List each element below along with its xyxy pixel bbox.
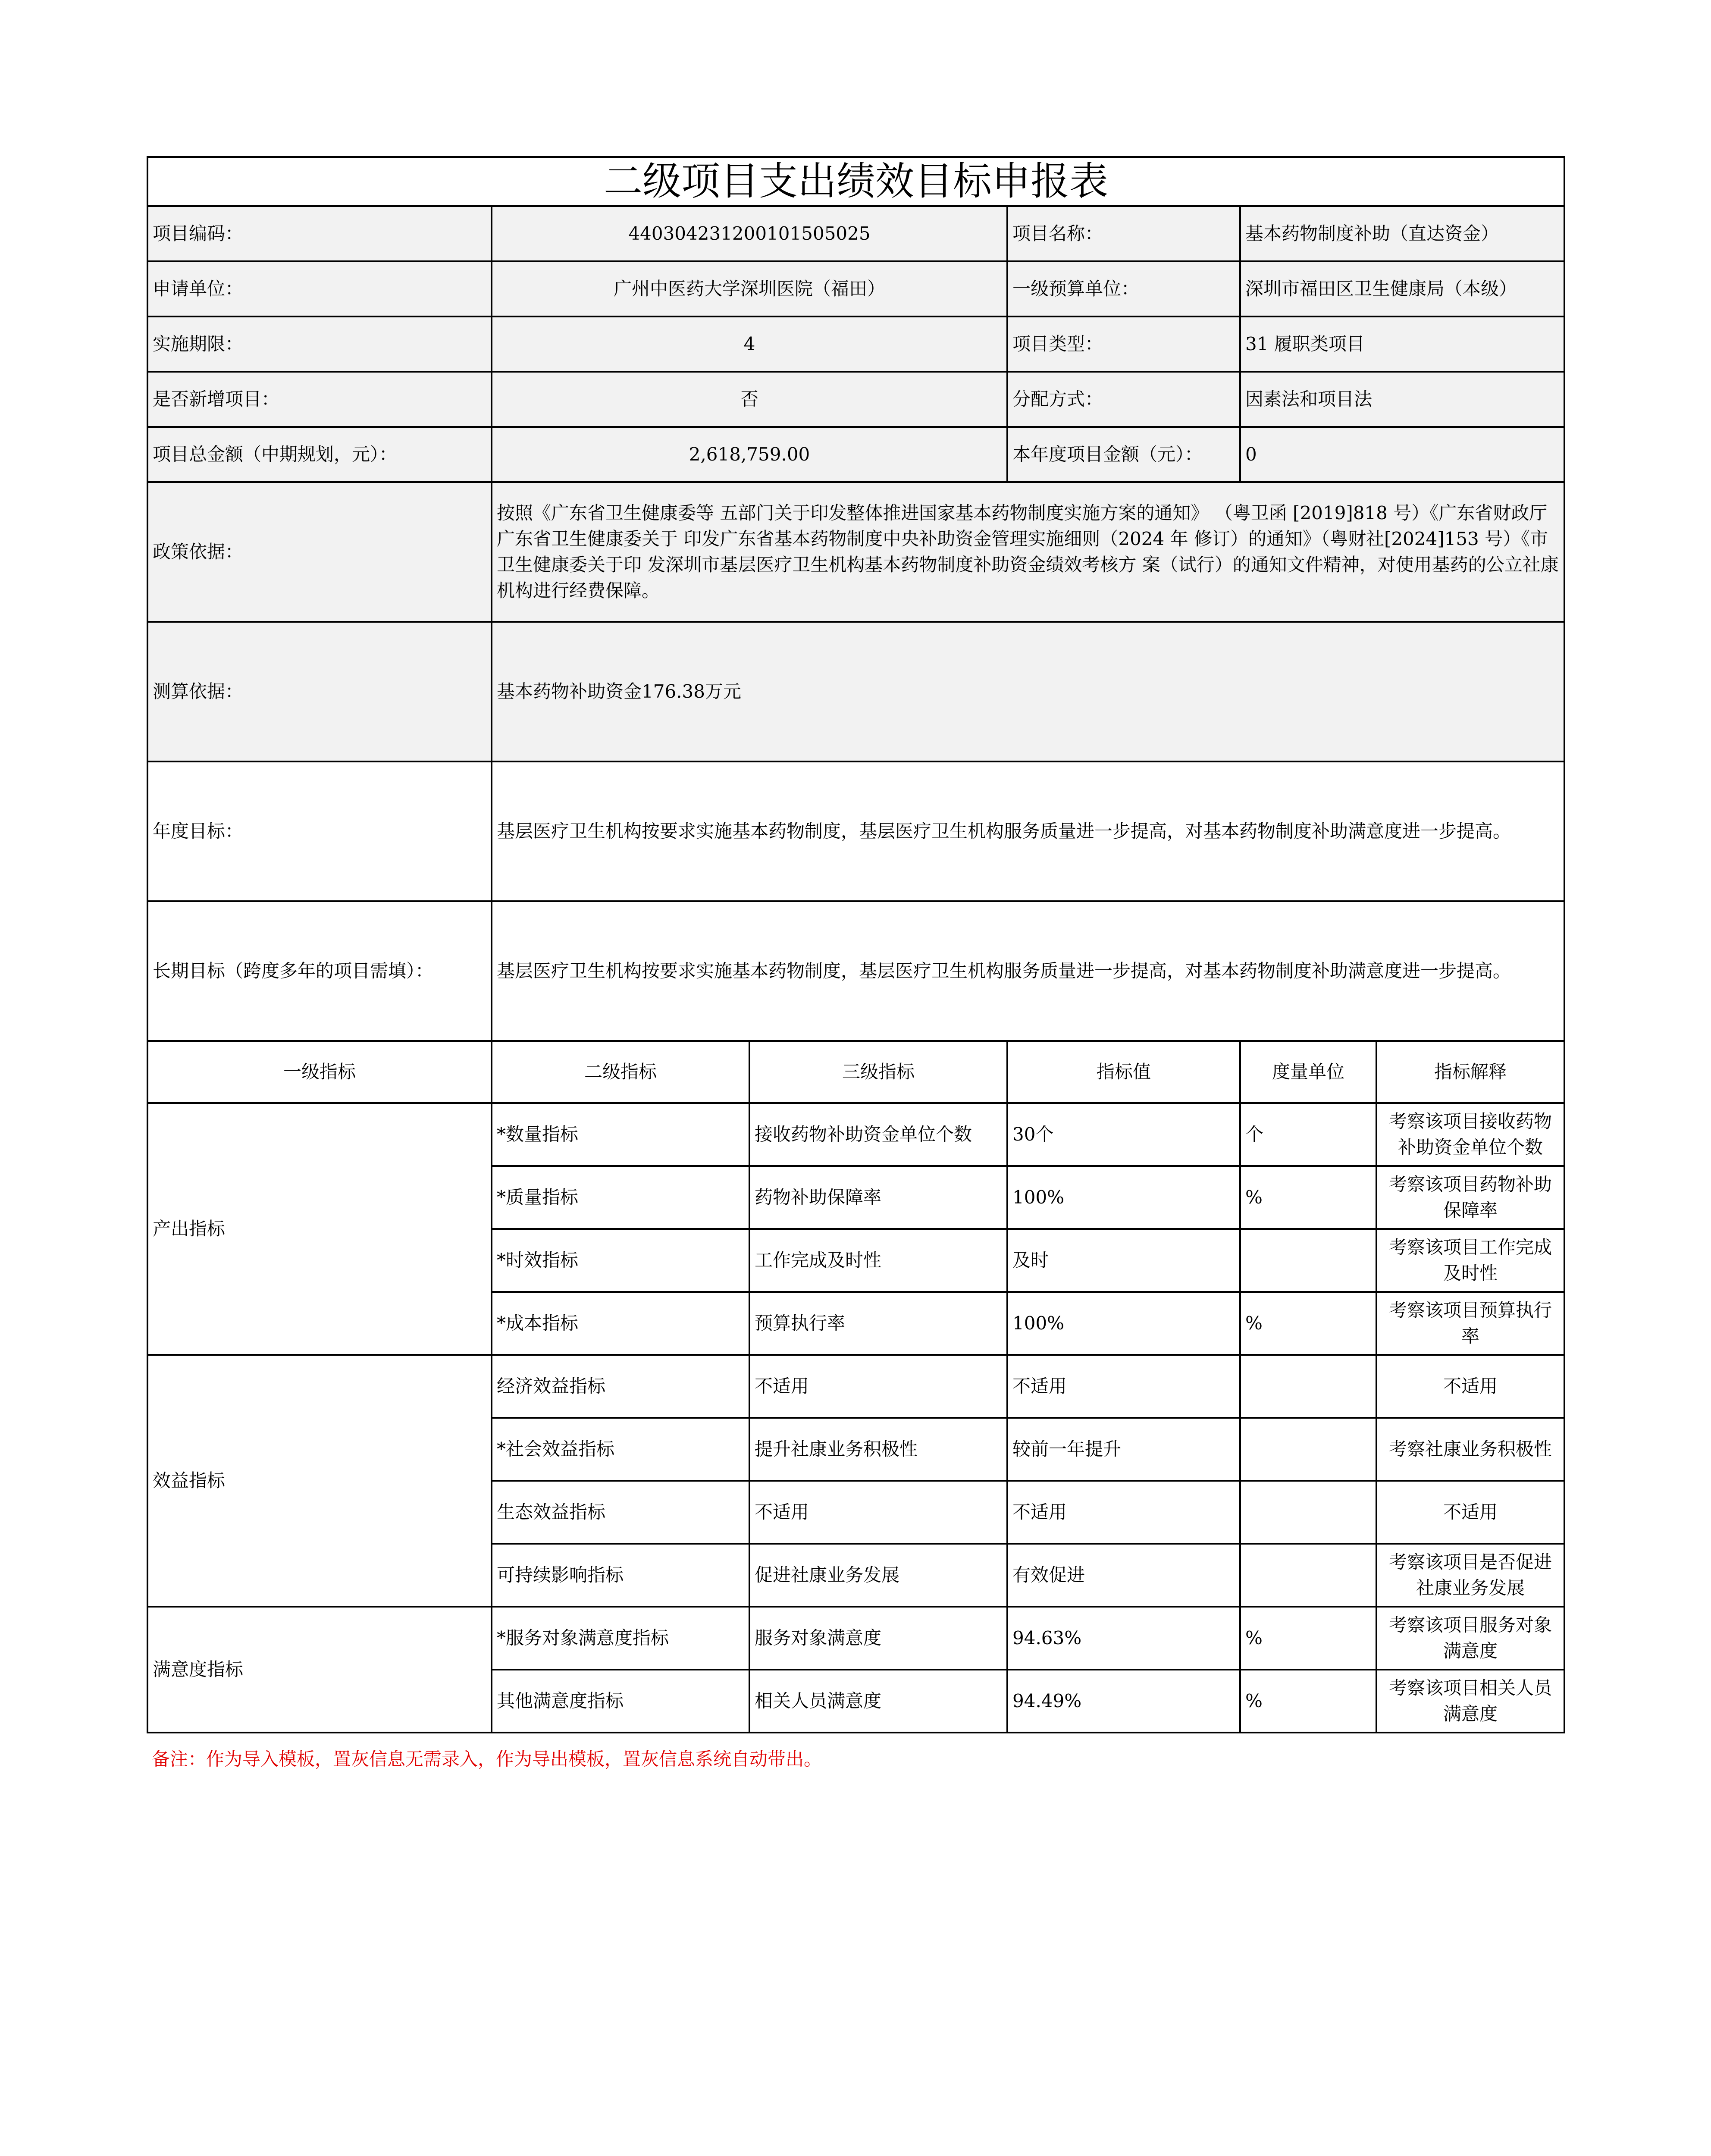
value-cell: 较前一年提升 xyxy=(1007,1418,1240,1481)
annual-goal-text: 基层医疗卫生机构按要求实施基本药物制度，基层医疗卫生机构服务质量进一步提高，对基本药物制度补助满意度进一步提高。 xyxy=(492,761,1564,901)
table-row xyxy=(147,1607,1564,1670)
unit-cell: % xyxy=(1240,1670,1376,1733)
explanation-cell: 考察该项目服务对象满意度 xyxy=(1376,1607,1564,1670)
level2-cell: *质量指标 xyxy=(492,1166,749,1229)
calc-label: 测算依据： xyxy=(147,622,492,761)
level2-cell: *数量指标 xyxy=(492,1103,749,1166)
report-sheet xyxy=(147,156,1564,1772)
level3-cell: 药物补助保障率 xyxy=(749,1166,1007,1229)
explanation-cell: 考察该项目接收药物补助资金单位个数 xyxy=(1376,1103,1564,1166)
level3-cell: 不适用 xyxy=(749,1481,1007,1544)
unit-cell: % xyxy=(1240,1607,1376,1670)
footnote: 备注：作为导入模板，置灰信息无需录入，作为导出模板，置灰信息系统自动带出。 xyxy=(152,1749,822,1770)
allocation-label: 分配方式： xyxy=(1007,372,1240,427)
level3-cell: 工作完成及时性 xyxy=(749,1229,1007,1292)
annual-amount-value: 0 xyxy=(1240,427,1564,482)
long-goal-row xyxy=(147,901,1564,1041)
header-level1: 一级指标 xyxy=(147,1041,492,1103)
info-row xyxy=(147,317,1564,372)
total-amount-value: 2,618,759.00 xyxy=(492,427,1007,482)
value-cell: 有效促进 xyxy=(1007,1544,1240,1607)
policy-text: 按照《广东省卫生健康委等 五部门关于印发整体推进国家基本药物制度实施方案的通知》 （粤卫函 [2019]818 号）《广东省财政厅广东省卫生健康委关于 印发广东省基本药物制度中央补助资金管理实施细则（2024 年 修订）的通知》（粤财社[2024]153 号）《市卫生健康委关于印 发深圳市基层医疗卫生机构基本药物制度补助资金绩效考核方 案（试行）的通知文件精神，对使用基药的公立社康机构进行经费保障。 xyxy=(492,482,1564,622)
level3-cell: 促进社康业务发展 xyxy=(749,1544,1007,1607)
value-cell: 94.63% xyxy=(1007,1607,1240,1670)
explanation-cell: 不适用 xyxy=(1376,1355,1564,1418)
value-cell: 不适用 xyxy=(1007,1481,1240,1544)
level3-cell: 服务对象满意度 xyxy=(749,1607,1007,1670)
unit-cell xyxy=(1240,1229,1376,1292)
annual-goal-label: 年度目标： xyxy=(147,761,492,901)
project-name-value: 基本药物制度补助（直达资金） xyxy=(1240,206,1564,261)
allocation-value: 因素法和项目法 xyxy=(1240,372,1564,427)
total-amount-label: 项目总金额（中期规划，元）： xyxy=(147,427,492,482)
project-name-label: 项目名称： xyxy=(1007,206,1240,261)
explanation-cell: 考察该项目药物补助保障率 xyxy=(1376,1166,1564,1229)
header-level3: 三级指标 xyxy=(749,1041,1007,1103)
calc-text: 基本药物补助资金176.38万元 xyxy=(492,622,1564,761)
page-title: 二级项目支出绩效目标申报表 xyxy=(147,157,1564,206)
applicant-label: 申请单位： xyxy=(147,261,492,317)
level2-cell: *服务对象满意度指标 xyxy=(492,1607,749,1670)
project-code-value: 440304231200101505025 xyxy=(492,206,1007,261)
value-cell: 不适用 xyxy=(1007,1355,1240,1418)
level2-cell: *社会效益指标 xyxy=(492,1418,749,1481)
level3-cell: 相关人员满意度 xyxy=(749,1670,1007,1733)
info-row xyxy=(147,372,1564,427)
group-satisfaction: 满意度指标 xyxy=(147,1607,492,1733)
budget-unit-label: 一级预算单位： xyxy=(1007,261,1240,317)
explanation-cell: 考察该项目相关人员满意度 xyxy=(1376,1670,1564,1733)
group-benefit: 效益指标 xyxy=(147,1355,492,1607)
long-goal-text: 基层医疗卫生机构按要求实施基本药物制度，基层医疗卫生机构服务质量进一步提高，对基本药物制度补助满意度进一步提高。 xyxy=(492,901,1564,1041)
policy-label: 政策依据： xyxy=(147,482,492,622)
calc-row xyxy=(147,622,1564,761)
unit-cell: % xyxy=(1240,1292,1376,1355)
new-project-value: 否 xyxy=(492,372,1007,427)
explanation-cell: 考察该项目工作完成及时性 xyxy=(1376,1229,1564,1292)
group-output: 产出指标 xyxy=(147,1103,492,1355)
project-type-value: 31 履职类项目 xyxy=(1240,317,1564,372)
applicant-value: 广州中医药大学深圳医院（福田） xyxy=(492,261,1007,317)
table-row xyxy=(147,1103,1564,1166)
level2-cell: 其他满意度指标 xyxy=(492,1670,749,1733)
level3-cell: 接收药物补助资金单位个数 xyxy=(749,1103,1007,1166)
project-type-label: 项目类型： xyxy=(1007,317,1240,372)
policy-row xyxy=(147,482,1564,622)
level2-cell: 生态效益指标 xyxy=(492,1481,749,1544)
report-table xyxy=(147,156,1565,1733)
value-cell: 100% xyxy=(1007,1292,1240,1355)
unit-cell: % xyxy=(1240,1166,1376,1229)
header-unit: 度量单位 xyxy=(1240,1041,1376,1103)
value-cell: 30个 xyxy=(1007,1103,1240,1166)
level2-cell: *时效指标 xyxy=(492,1229,749,1292)
level3-cell: 预算执行率 xyxy=(749,1292,1007,1355)
header-explanation: 指标解释 xyxy=(1376,1041,1564,1103)
long-goal-label: 长期目标（跨度多年的项目需填）： xyxy=(147,901,492,1041)
explanation-cell: 考察社康业务积极性 xyxy=(1376,1418,1564,1481)
annual-goal-row xyxy=(147,761,1564,901)
period-value: 4 xyxy=(492,317,1007,372)
info-row xyxy=(147,427,1564,482)
value-cell: 94.49% xyxy=(1007,1670,1240,1733)
unit-cell: 个 xyxy=(1240,1103,1376,1166)
level2-cell: 可持续影响指标 xyxy=(492,1544,749,1607)
value-cell: 及时 xyxy=(1007,1229,1240,1292)
explanation-cell: 考察该项目预算执行率 xyxy=(1376,1292,1564,1355)
unit-cell xyxy=(1240,1418,1376,1481)
indicator-header-row xyxy=(147,1041,1564,1103)
value-cell: 100% xyxy=(1007,1166,1240,1229)
info-row xyxy=(147,206,1564,261)
period-label: 实施期限： xyxy=(147,317,492,372)
unit-cell xyxy=(1240,1355,1376,1418)
level3-cell: 提升社康业务积极性 xyxy=(749,1418,1007,1481)
level2-cell: *成本指标 xyxy=(492,1292,749,1355)
explanation-cell: 不适用 xyxy=(1376,1481,1564,1544)
level2-cell: 经济效益指标 xyxy=(492,1355,749,1418)
header-level2: 二级指标 xyxy=(492,1041,749,1103)
level3-cell: 不适用 xyxy=(749,1355,1007,1418)
project-code-label: 项目编码： xyxy=(147,206,492,261)
budget-unit-value: 深圳市福田区卫生健康局（本级） xyxy=(1240,261,1564,317)
header-value: 指标值 xyxy=(1007,1041,1240,1103)
info-row xyxy=(147,261,1564,317)
new-project-label: 是否新增项目： xyxy=(147,372,492,427)
unit-cell xyxy=(1240,1481,1376,1544)
table-row xyxy=(147,1355,1564,1418)
unit-cell xyxy=(1240,1544,1376,1607)
explanation-cell: 考察该项目是否促进社康业务发展 xyxy=(1376,1544,1564,1607)
annual-amount-label: 本年度项目金额（元）： xyxy=(1007,427,1240,482)
